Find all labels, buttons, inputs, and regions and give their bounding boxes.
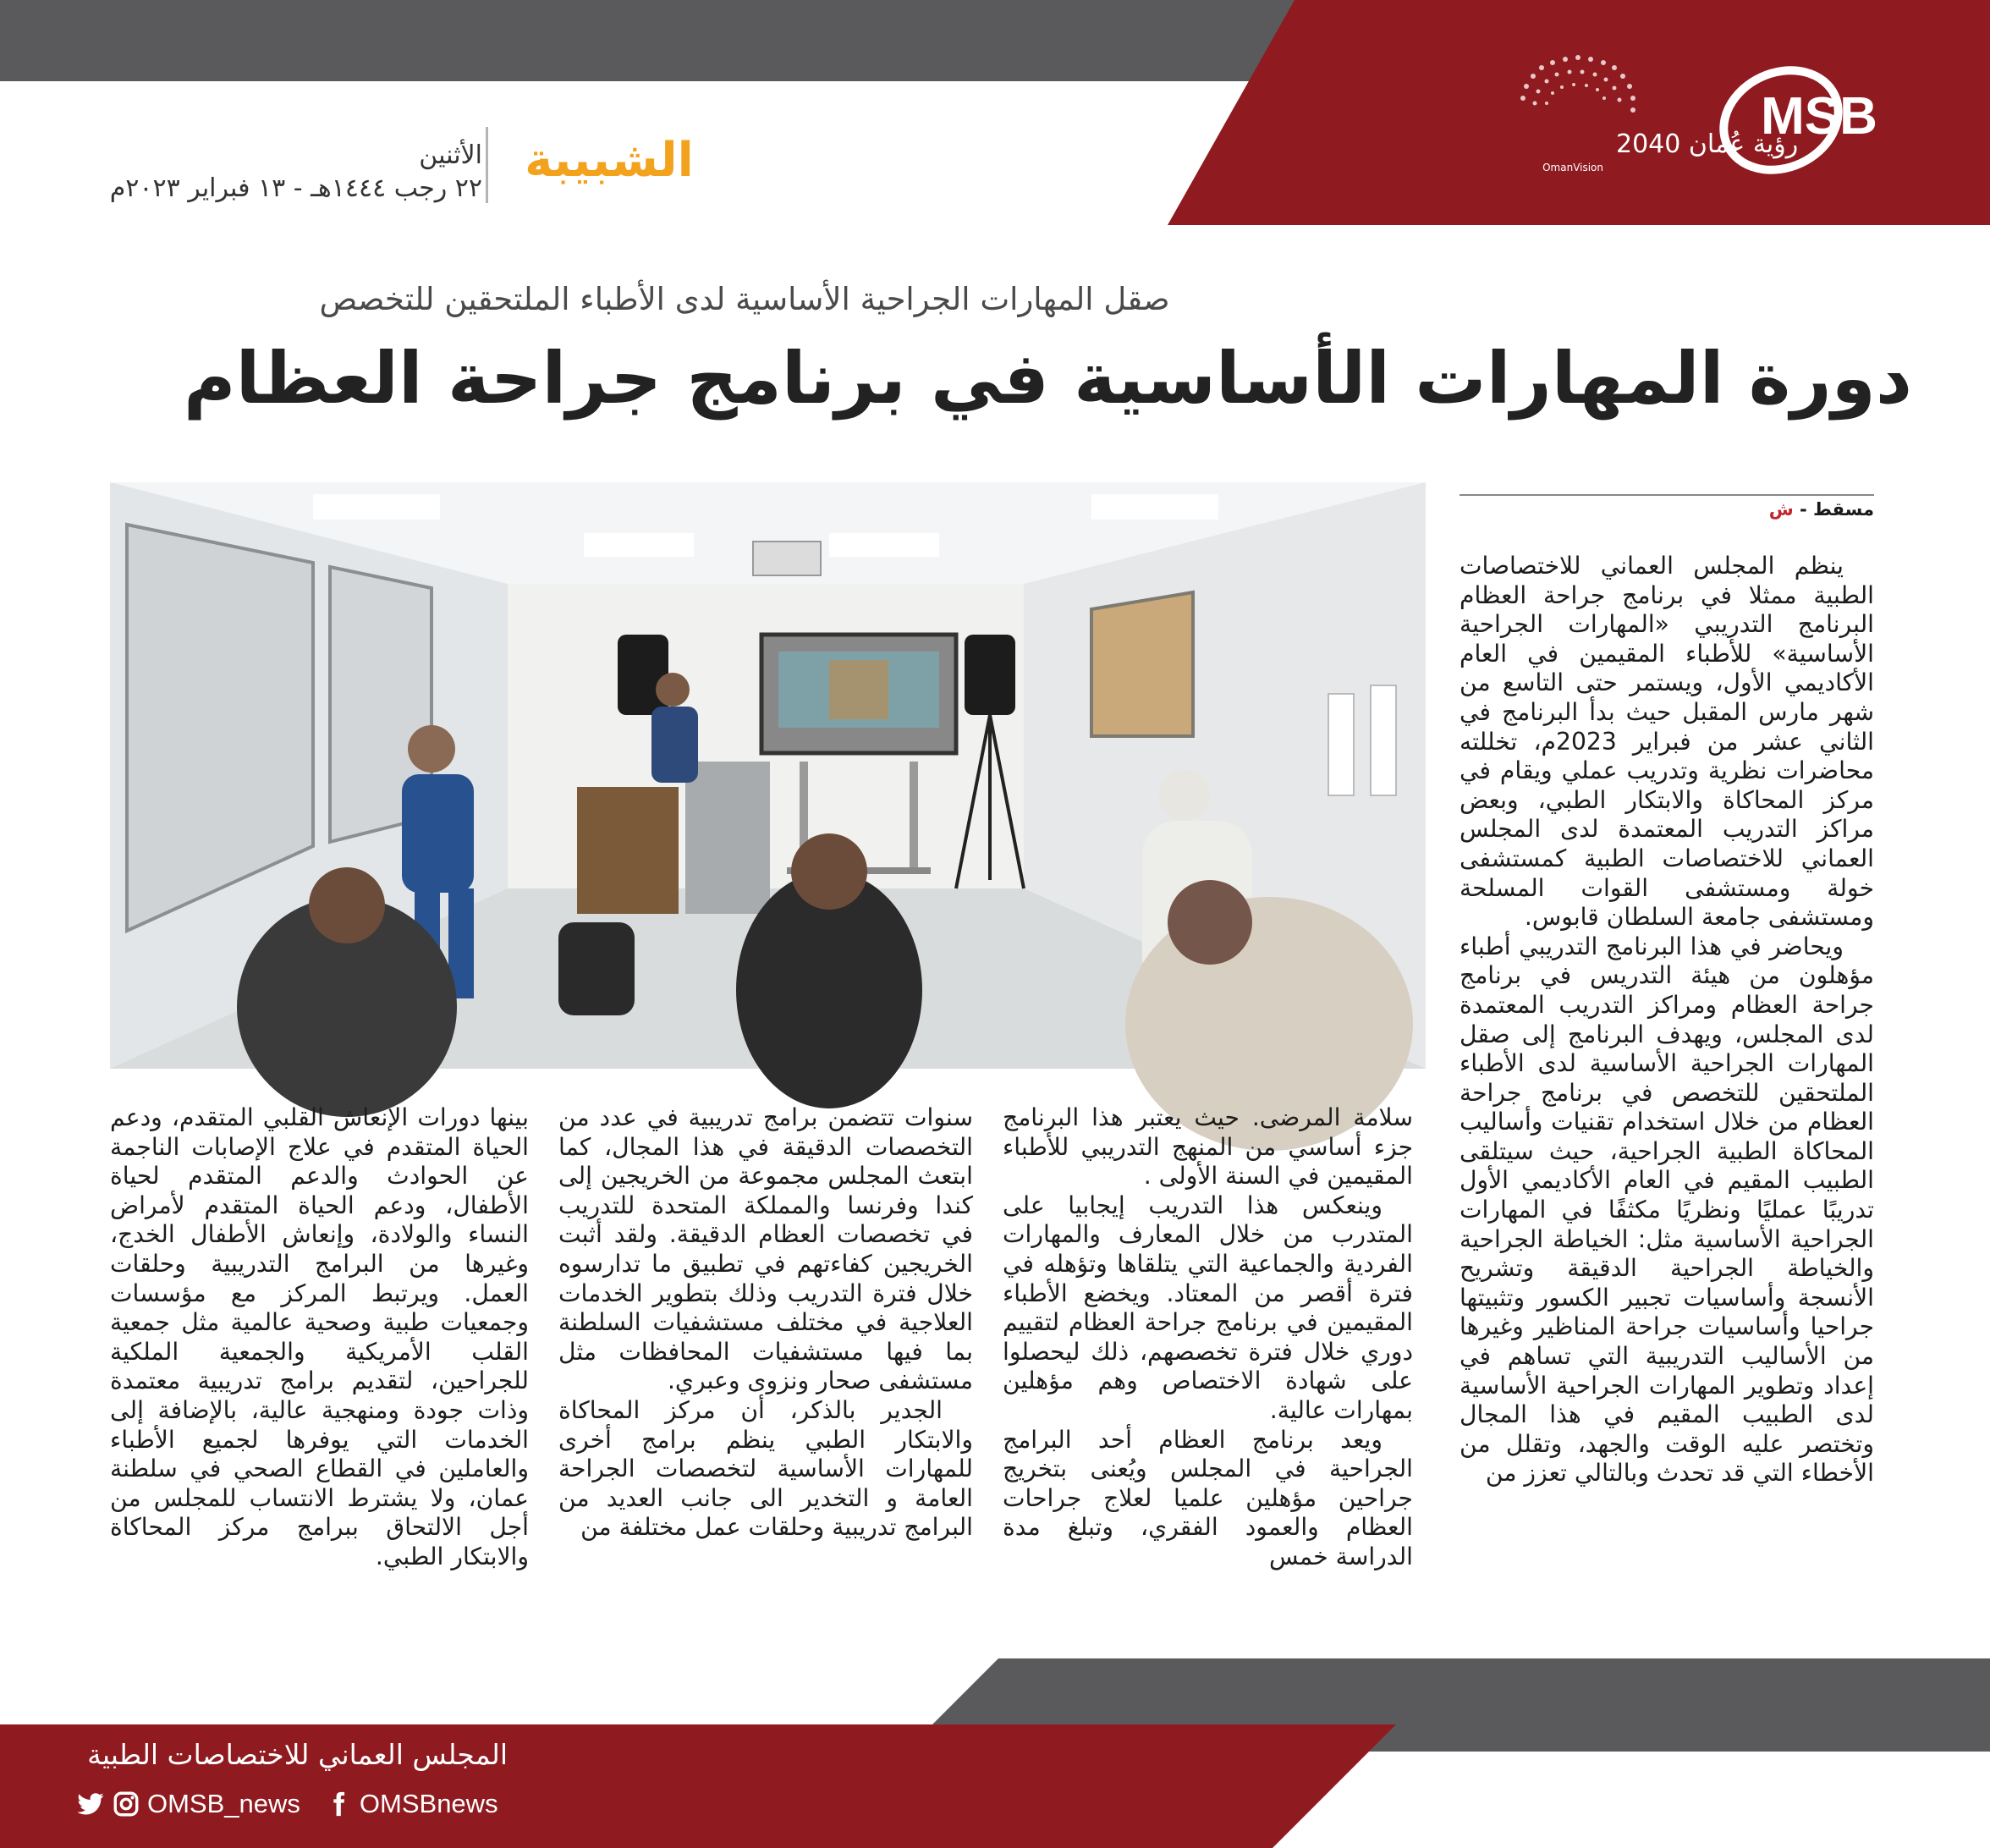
article-paragraph: سنوات تتضمن برامج تدريبية في عدد من التخصصات الدقيقة في هذا المجال، كما ابتعث المجلس مجموعة من الخريجين إلى كندا وفرنسا والمملكة المتحدة للتدريب في تخصصات العظام الدقيقة. ولقد أثبت الخريجين كفاءتهم في تطبيق ما تدارسوه خلال فترة التدريب وذلك بتطوير الخدمات العلاجية في مختلف مستشفيات السلطنة بما فيها مستشفيات المحافظات مثل مستشفى صحار ونزوى وعبري.	[558, 1103, 973, 1395]
social-row	[76, 1785, 498, 1823]
article-column-1	[1460, 552, 1874, 1488]
article-headline: دورة المهارات الأساسية في برنامج جراحة العظام	[184, 337, 1912, 420]
dateline-mark: ش	[1768, 499, 1794, 520]
dateline-rule	[1460, 494, 1874, 496]
article-paragraph: ينظم المجلس العماني للاختصاصات الطبية ممثلا في برنامج جراحة العظام البرنامج التدريبي «المهارات الجراحية الأساسية» للأطباء المقيمين في العام الأكاديمي الأول، ويستمر حتى التاسع من شهر مارس المقبل حيث بدأ البرنامج في الثاني عشر من فبراير 2023م، تخللته محاضرات نظرية وتدريب عملي ويقام في مركز المحاكاة والابتكار الطبي، وبعض مراكز التدريب المعتمدة لدى المجلس العماني للاختصاصات الطبية كمستشفى خولة ومستشفى القوات المسلحة ومستشفى جامعة السلطان قابوس.	[1460, 552, 1874, 932]
facebook-icon[interactable]	[324, 1790, 353, 1818]
council-name: المجلس العماني للاختصاصات الطبية	[87, 1738, 508, 1771]
social-handle[interactable]: OMSB_news	[147, 1789, 300, 1818]
oman-vision-logo	[1430, 25, 1799, 186]
vision-text: رؤية عُمان 2040	[1616, 129, 1799, 159]
date-day: الأثنين	[419, 140, 482, 170]
article-photo	[110, 482, 1426, 1069]
article-column-2	[1003, 1103, 1413, 1572]
instagram-icon[interactable]	[112, 1790, 140, 1818]
vision-sub: OmanVision	[1542, 162, 1603, 173]
dateline	[1460, 499, 1874, 520]
article-paragraph: وينعكس هذا التدريب إيجابيا على المتدرب من خلال المعارف والمهارات الفردية والجماعية التي يتلقاها وتؤهله في فترة أقصر من المعتاد. ويخضع الأطباء المقيمين في برنامج جراحة العظام لتقييم دوري خلال فترة تخصصهم، ذلك ليحصلوا على شهادة الاختصاص وهم مؤهلين بمهارات عالية.	[1003, 1191, 1413, 1424]
article-paragraph: ويعد برنامج العظام أحد البرامج الجراحية في المجلس ويُعنى بتخريج جراحين مؤهلين علميا لعلاج جراحات العظام والعمود الفقري، وتبلغ مدة الدراسة خمس	[1003, 1425, 1413, 1570]
date-block	[34, 140, 482, 206]
shabiba-logo	[508, 127, 711, 195]
article-paragraph: بينها دورات الإنعاش القلبي المتقدم، ودعم الحياة المتقدم في علاج الإصابات الناجمة عن الحوادث والدعم المتقدم لحياة الأطفال، ودعم الحياة المتقدم لأمراض النساء والولادة، وإنعاش الأطفال الخدج، وغيرها من البرامج التدريبية وحلقات العمل. ويرتبط المركز مع مؤسسات وجمعيات طبية وصحية عالمية مثل جمعية القلب الأمريكية والجمعية الملكية للجراحين، لتقديم برامج تدريبية معتمدة وذات جودة ومنهجية عالية، بالإضافة إلى الخدمات التي يوفرها لجميع الأطباء والعاملين في القطاع الصحي في سلطنة عمان، ولا يشترط الانتساب للمجلس من أجل الالتحاق ببرامج مركز المحاكاة والابتكار الطبي.	[110, 1103, 529, 1570]
shabiba-logo-text: الشبيبة	[525, 133, 694, 188]
article-paragraph: ويحاضر في هذا البرنامج التدريبي أطباء مؤهلون من هيئة التدريس في برنامج جراحة العظام ومراكز التدريب المعتمدة لدى المجلس، ويهدف البرنامج إلى صقل المهارات الجراحية الأساسية لدى الأطباء الملتحقين للتخصص في برنامج جراحة العظام من خلال استخدام تقنيات وأساليب المحاكاة الطبية الجراحية، حيث سيتلقى الطبيب المقيم في العام الأكاديمي الأول تدريبًا عمليًا ونظريًا مكثفًا في المهارات الجراحية الأساسية مثل: الخياطة الجراحية والخياطة الجراحية الدقيقة وتشريح الأنسجة وأساسيات تجبير الكسور وتثبيتها جراحيا وأساسيات جراحة المناظير وغيرها من الأساليب التدريبية التي تساهم في إعداد وتطوير المهارات الجراحية الأساسية لدى الطبيب المقيم في هذا المجال وتختصر عليه الوقت والجهد، وتقلل من الأخطاء التي قد تحدث وبالتالي تعزز من	[1460, 932, 1874, 1488]
twitter-icon[interactable]	[76, 1790, 105, 1818]
article-column-4	[110, 1103, 529, 1572]
date-full: ٢٢ رجب ١٤٤٤هـ - ١٣ فبراير ٢٠٢٣م	[109, 173, 482, 203]
facebook-handle[interactable]: OMSBnews	[359, 1789, 498, 1818]
msb-logo	[1701, 59, 1921, 186]
article-subtitle: صقل المهارات الجراحية الأساسية لدى الأطباء الملتحقين للتخصص	[319, 281, 1170, 317]
article-paragraph: سلامة المرضى. حيث يعتبر هذا البرنامج جزء أساسي من المنهج التدريبي للأطباء المقيمين في السنة الأولى .	[1003, 1103, 1413, 1191]
article-paragraph: الجدير بالذكر، أن مركز المحاكاة والابتكار الطبي ينظم برامج أخرى للمهارات الأساسية لتخصصات الجراحة العامة و التخدير الى جانب العديد من البرامج تدريبية وحلقات عمل مختلفة من	[558, 1395, 973, 1542]
header-divider	[486, 127, 488, 203]
msb-logo-text: MSB	[1761, 87, 1877, 146]
dateline-city: مسقط -	[1800, 499, 1874, 520]
article-column-3	[558, 1103, 973, 1543]
